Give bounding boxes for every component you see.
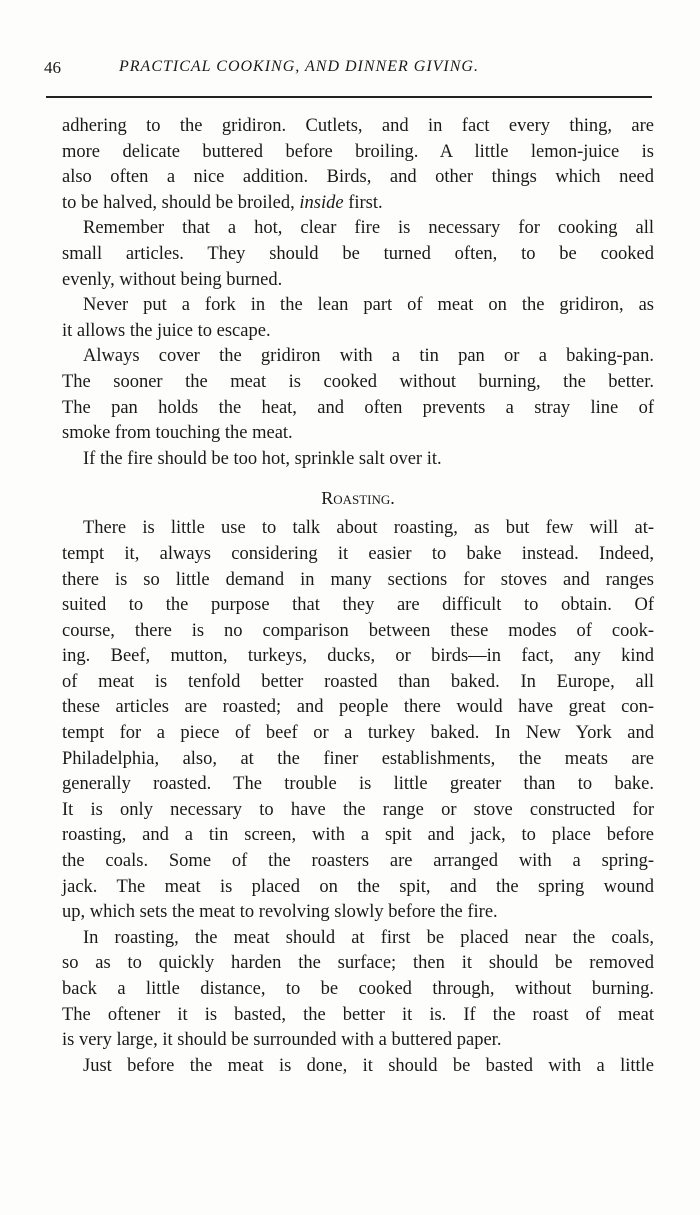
section — [62, 114, 654, 472]
text-line: roasting, and a tin screen, with a spit and jack, to place before — [62, 825, 654, 846]
paragraph — [62, 114, 654, 216]
text-line: generally roasted. The trouble is little greater than to bake. — [62, 774, 654, 795]
page-body — [62, 114, 654, 1079]
paragraph — [62, 516, 654, 926]
text-line: of meat is tenfold better roasted than baked. In Europe, all — [62, 671, 654, 692]
text-line: smoke from touching the meat. — [62, 423, 293, 444]
section — [62, 480, 654, 1079]
text-line: more delicate buttered before broiling. A little lemon-juice is — [62, 141, 654, 162]
text-line: Remember that a hot, clear fire is necessary for cooking all — [83, 218, 654, 239]
paragraph — [62, 344, 654, 446]
running-header — [44, 58, 656, 82]
text-line: up, which sets the meat to revolving slowly before the fire. — [62, 902, 498, 923]
text-line: If the fire should be too hot, sprinkle salt over it. — [83, 448, 442, 469]
section-heading: Roasting. — [321, 488, 395, 509]
text-line: the coals. Some of the roasters are arranged with a spring- — [62, 851, 654, 872]
paragraph — [62, 447, 654, 473]
header-rule — [46, 96, 652, 98]
text-line: there is so little demand in many sections for stoves and ranges — [62, 569, 654, 590]
text-line: Always cover the gridiron with a tin pan or a baking-pan. — [83, 346, 654, 367]
text-line: adhering to the gridiron. Cutlets, and in fact every thing, are — [62, 116, 654, 136]
text-line: so as to quickly harden the surface; then it should be removed — [62, 953, 654, 974]
text-line: also often a nice addition. Birds, and other things which need — [62, 167, 654, 188]
text-line: back a little distance, to be cooked through, without burning. — [62, 979, 654, 999]
text-line: jack. The meat is placed on the spit, and the spring wound — [62, 876, 654, 897]
text-line: It is only necessary to have the range or stove constructed for — [62, 799, 654, 820]
text-line: The sooner the meat is cooked without burning, the better. — [62, 371, 654, 392]
text-line: to be halved, should be broiled, inside first. — [62, 192, 383, 213]
running-title: PRACTICAL COOKING, AND DINNER GIVING. — [119, 58, 479, 75]
text-line: The oftener it is basted, the better it is. If the roast of meat — [62, 1004, 654, 1025]
text-line: ing. Beef, mutton, turkeys, ducks, or birds—in fact, any kind — [62, 646, 654, 667]
text-line: tempt it, always considering it easier to bake instead. Indeed, — [62, 543, 654, 564]
paragraph — [62, 216, 654, 293]
text-line: these articles are roasted; and people there would have great con- — [62, 697, 654, 718]
text-line: The pan holds the heat, and often prevents a stray line of — [62, 397, 654, 418]
text-line: is very large, it should be surrounded with a buttered paper. — [62, 1030, 502, 1051]
text-line: evenly, without being burned. — [62, 269, 283, 290]
text-line: it allows the juice to escape. — [62, 320, 271, 341]
text-line: small articles. They should be turned often, to be cooked — [62, 243, 654, 264]
text-line: suited to the purpose that they are difficult to obtain. Of — [62, 595, 654, 616]
paragraph — [62, 1054, 654, 1080]
text-line: tempt for a piece of beef or a turkey baked. In New York and — [62, 723, 654, 744]
paragraph — [62, 293, 654, 344]
text-line: Just before the meat is done, it should be basted with a little — [83, 1055, 654, 1076]
text-line: In roasting, the meat should at first be placed near the coals, — [83, 927, 654, 948]
text-line: Never put a fork in the lean part of meat on the gridiron, as — [83, 295, 654, 316]
text-line: course, there is no comparison between these modes of cook- — [62, 620, 654, 641]
page-number: 46 — [44, 58, 61, 77]
text-line: Philadelphia, also, at the finer establishments, the meats are — [62, 748, 654, 769]
text-line: There is little use to talk about roasting, as but few will at- — [83, 518, 654, 539]
paragraph — [62, 926, 654, 1054]
